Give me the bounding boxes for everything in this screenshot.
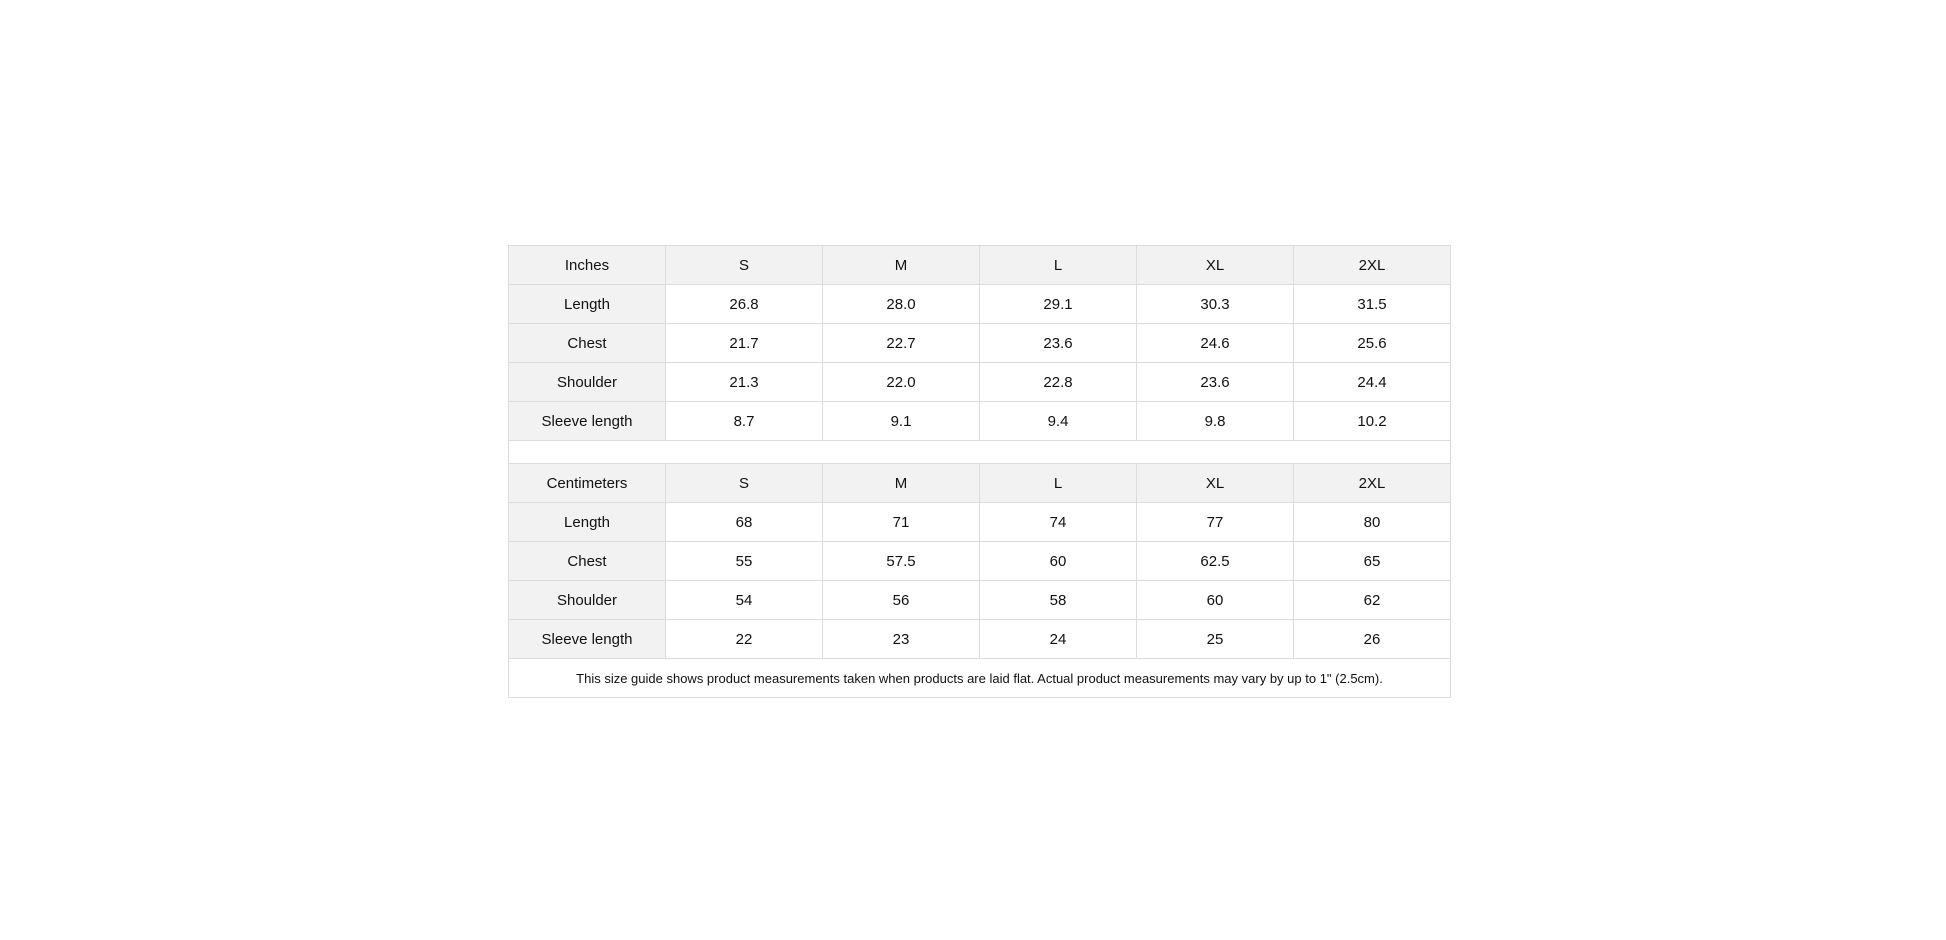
size-header: S — [666, 464, 823, 503]
measurement-label: Shoulder — [509, 363, 666, 402]
measurement-value: 22.7 — [823, 324, 980, 363]
measurement-value: 24 — [980, 620, 1137, 659]
measurement-value: 21.7 — [666, 324, 823, 363]
size-guide-note: This size guide shows product measurements taken when products are laid flat. Actual product measurements may vary by up to 1" (2.5cm). — [509, 659, 1451, 698]
table-row — [509, 285, 1451, 324]
measurement-value: 74 — [980, 503, 1137, 542]
measurement-value: 29.1 — [980, 285, 1137, 324]
measurement-value: 24.6 — [1137, 324, 1294, 363]
size-header: L — [980, 464, 1137, 503]
measurement-value: 26.8 — [666, 285, 823, 324]
measurement-label: Sleeve length — [509, 402, 666, 441]
spacer-cell — [509, 441, 1451, 464]
measurement-value: 77 — [1137, 503, 1294, 542]
measurement-label: Sleeve length — [509, 620, 666, 659]
centimeters-header-row — [509, 464, 1451, 503]
measurement-value: 54 — [666, 581, 823, 620]
size-header: XL — [1137, 246, 1294, 285]
table-row — [509, 363, 1451, 402]
size-header: M — [823, 464, 980, 503]
measurement-value: 9.1 — [823, 402, 980, 441]
table-row — [509, 503, 1451, 542]
size-guide-table — [508, 245, 1451, 698]
measurement-value: 22.8 — [980, 363, 1137, 402]
size-header: M — [823, 246, 980, 285]
measurement-value: 60 — [1137, 581, 1294, 620]
measurement-label: Length — [509, 503, 666, 542]
measurement-value: 9.4 — [980, 402, 1137, 441]
measurement-value: 25.6 — [1294, 324, 1451, 363]
measurement-value: 31.5 — [1294, 285, 1451, 324]
measurement-value: 22 — [666, 620, 823, 659]
measurement-value: 60 — [980, 542, 1137, 581]
size-header: L — [980, 246, 1137, 285]
table-row — [509, 542, 1451, 581]
table-row — [509, 581, 1451, 620]
measurement-value: 25 — [1137, 620, 1294, 659]
measurement-value: 55 — [666, 542, 823, 581]
measurement-value: 71 — [823, 503, 980, 542]
measurement-value: 26 — [1294, 620, 1451, 659]
measurement-value: 30.3 — [1137, 285, 1294, 324]
measurement-value: 28.0 — [823, 285, 980, 324]
measurement-value: 62 — [1294, 581, 1451, 620]
measurement-value: 22.0 — [823, 363, 980, 402]
table-row — [509, 620, 1451, 659]
measurement-value: 56 — [823, 581, 980, 620]
table-row — [509, 324, 1451, 363]
measurement-value: 80 — [1294, 503, 1451, 542]
measurement-value: 23.6 — [980, 324, 1137, 363]
size-header: S — [666, 246, 823, 285]
measurement-value: 65 — [1294, 542, 1451, 581]
table-spacer-row — [509, 441, 1451, 464]
measurement-value: 21.3 — [666, 363, 823, 402]
measurement-label: Length — [509, 285, 666, 324]
measurement-label: Chest — [509, 542, 666, 581]
measurement-label: Shoulder — [509, 581, 666, 620]
measurement-label: Chest — [509, 324, 666, 363]
measurement-value: 58 — [980, 581, 1137, 620]
measurement-value: 24.4 — [1294, 363, 1451, 402]
measurement-value: 23.6 — [1137, 363, 1294, 402]
size-header: 2XL — [1294, 464, 1451, 503]
measurement-value: 23 — [823, 620, 980, 659]
measurement-value: 57.5 — [823, 542, 980, 581]
unit-label-centimeters: Centimeters — [509, 464, 666, 503]
measurement-value: 62.5 — [1137, 542, 1294, 581]
size-header: XL — [1137, 464, 1294, 503]
unit-label-inches: Inches — [509, 246, 666, 285]
size-guide-note-row — [509, 659, 1451, 698]
measurement-value: 68 — [666, 503, 823, 542]
inches-header-row — [509, 246, 1451, 285]
measurement-value: 9.8 — [1137, 402, 1294, 441]
measurement-value: 8.7 — [666, 402, 823, 441]
table-row — [509, 402, 1451, 441]
size-header: 2XL — [1294, 246, 1451, 285]
measurement-value: 10.2 — [1294, 402, 1451, 441]
